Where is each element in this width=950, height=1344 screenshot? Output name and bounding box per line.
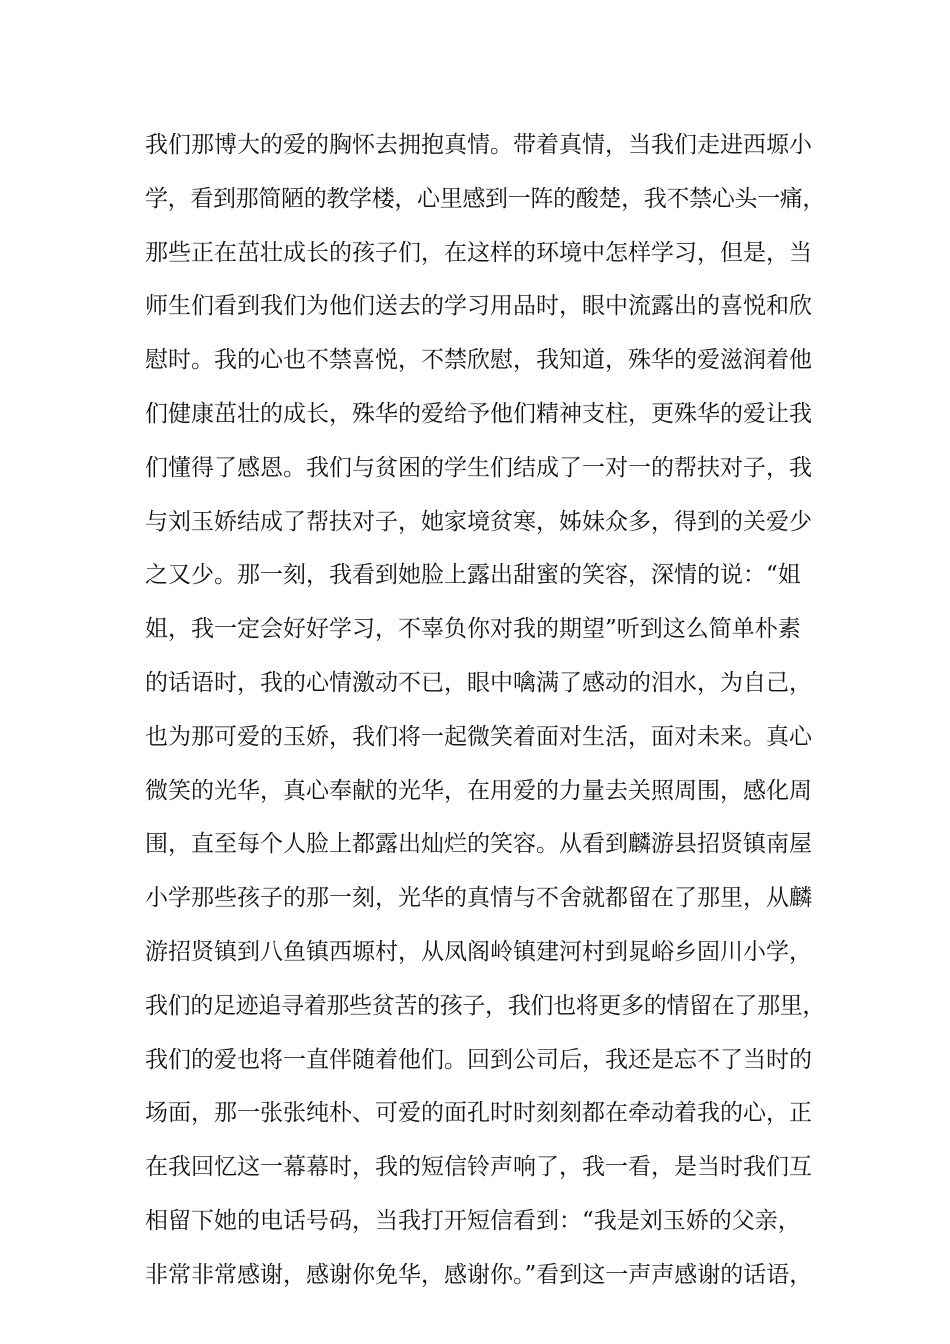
text-line: 也为那可爱的玉娇，我们将一起微笑着面对生活，面对未来。真心	[145, 723, 812, 750]
text-line: 相留下她的电话号码，当我打开短信看到：“我是刘玉娇的父亲，	[145, 1207, 801, 1234]
text-line: 小学那些孩子的那一刻，光华的真情与不舍就都留在了那里，从麟	[145, 885, 812, 912]
text-line: 们健康茁壮的成长，殊华的爱给予他们精神支柱，更殊华的爱让我	[145, 400, 812, 427]
text-line: 微笑的光华，真心奉献的光华，在用爱的力量去关照周围，感化周	[145, 777, 812, 804]
text-line: 我们的爱也将一直伴随着他们。回到公司后，我还是忘不了当时的	[145, 1046, 812, 1073]
text-line: 师生们看到我们为他们送去的学习用品时，眼中流露出的喜悦和欣	[145, 293, 812, 320]
text-line: 学，看到那简陋的教学楼，心里感到一阵的酸楚，我不禁心头一痛，	[145, 185, 826, 212]
text-line: 姐，我一定会好好学习，不辜负你对我的期望”听到这么简单朴素	[145, 616, 801, 643]
text-line: 我们的足迹追寻着那些贫苦的孩子，我们也将更多的情留在了那里，	[145, 992, 826, 1019]
text-line: 那些正在茁壮成长的孩子们，在这样的环境中怎样学习，但是，当	[145, 239, 812, 266]
text-line: 们懂得了感恩。我们与贫困的学生们结成了一对一的帮扶对子，我	[145, 454, 812, 481]
text-line: 非常非常感谢，感谢你免华，感谢你。”看到这一声声感谢的话语，	[145, 1261, 813, 1288]
text-line: 围，直至每个人脸上都露出灿烂的笑容。从看到麟游县招贤镇南屋	[145, 831, 812, 858]
text-line: 与刘玉娇结成了帮扶对子，她家境贫寒，姊妹众多，得到的关爱少	[145, 508, 812, 535]
body-text	[145, 132, 825, 1316]
text-line: 之又少。那一刻，我看到她脸上露出甜蜜的笑容，深情的说：“姐	[145, 562, 801, 589]
text-line: 游招贤镇到八鱼镇西塬村，从凤阁岭镇建河村到晁峪乡固川小学，	[145, 938, 812, 965]
text-line: 场面，那一张张纯朴、可爱的面孔时时刻刻都在牵动着我的心，正	[145, 1100, 812, 1127]
text-line: 的话语时，我的心情激动不已，眼中噙满了感动的泪水，为自己，	[145, 669, 812, 696]
text-line: 我们那博大的爱的胸怀去拥抱真情。带着真情，当我们走进西塬小	[145, 132, 812, 158]
text-line: 慰时。我的心也不禁喜悦，不禁欣慰，我知道，殊华的爱滋润着他	[145, 347, 812, 374]
text-line: 在我回忆这一幕幕时，我的短信铃声响了，我一看，是当时我们互	[145, 1154, 812, 1181]
